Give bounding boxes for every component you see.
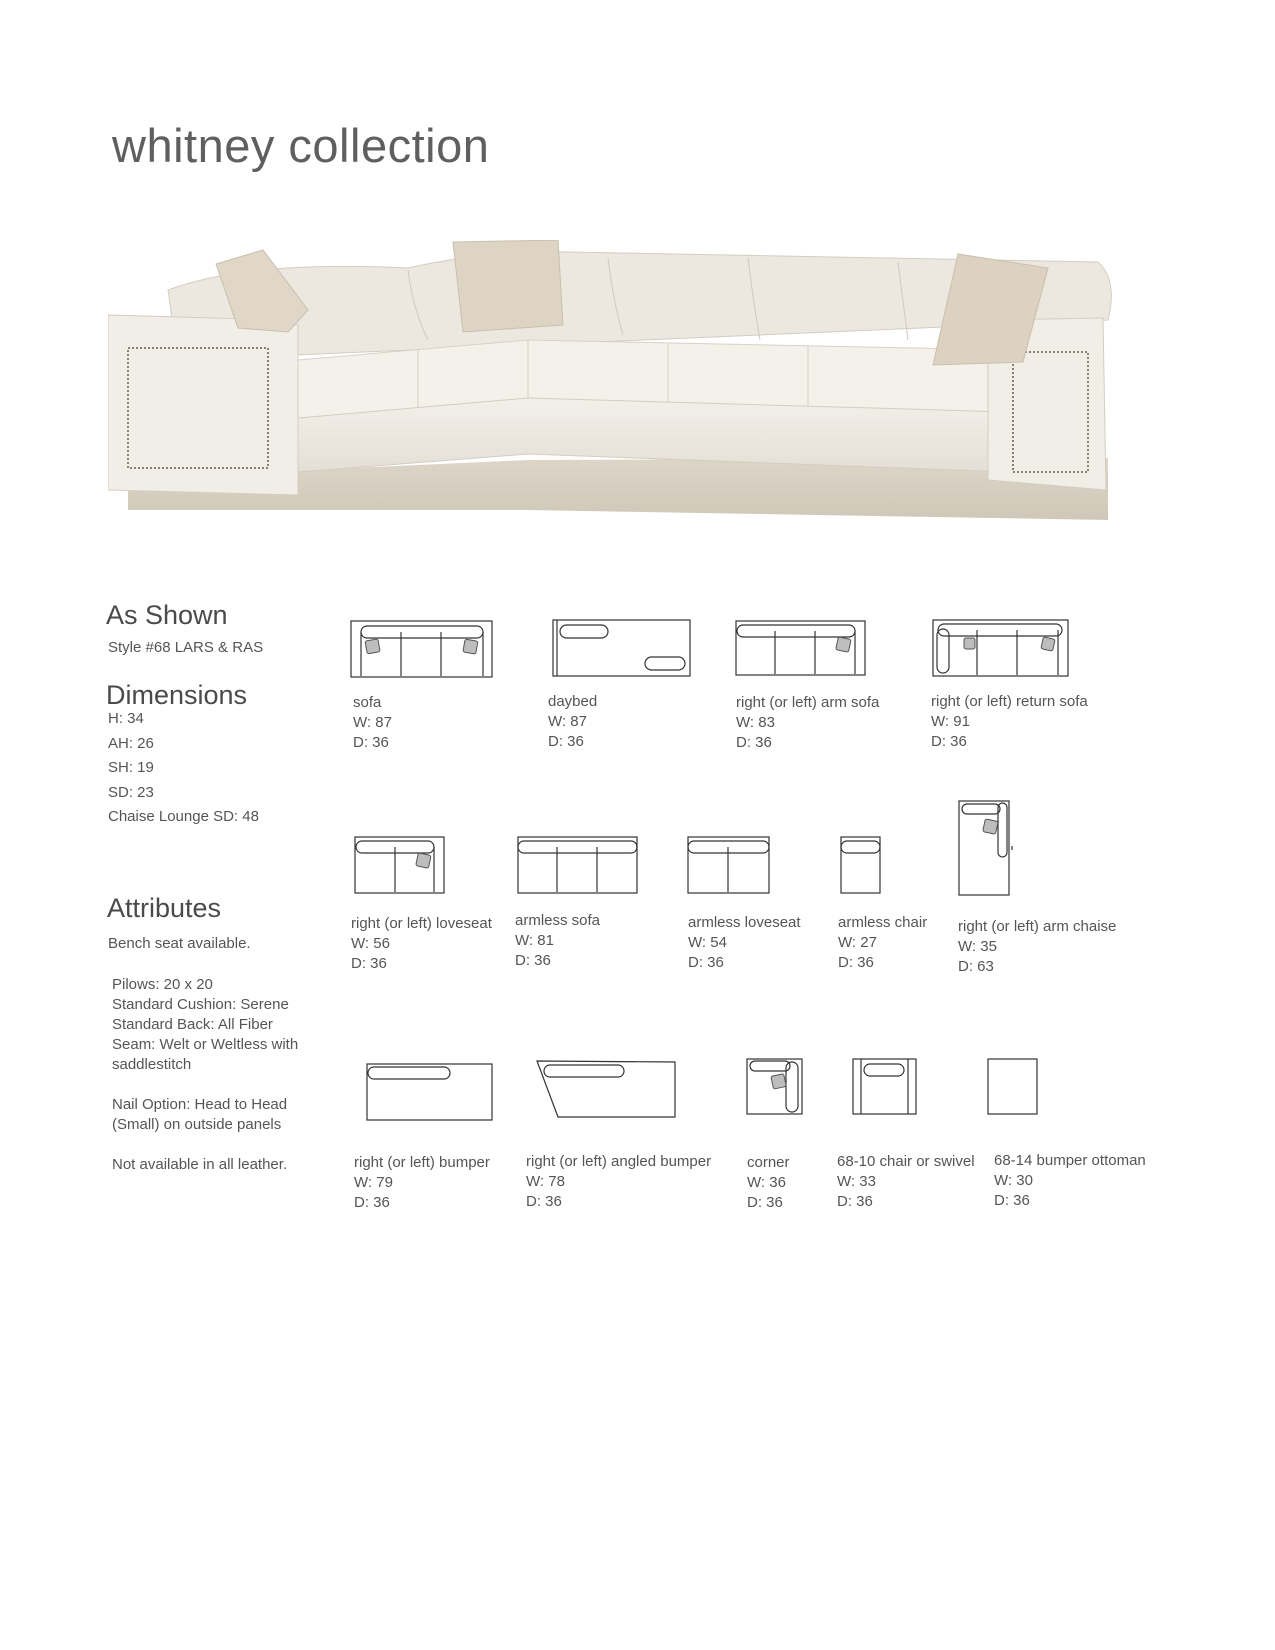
module-name: 68-10 chair or swivel [837,1153,975,1170]
module-width: W: 56 [351,935,390,952]
attr-line: Standard Cushion: Serene [112,996,289,1013]
module-depth: D: 36 [736,734,772,751]
dimension-item: AH: 26 [108,734,154,752]
attributes-body [112,975,312,1195]
as-shown-heading: As Shown [106,600,228,630]
chair-swivel-diagram [852,1058,918,1116]
module-name: right (or left) bumper [354,1154,490,1171]
module-name: 68-14 bumper ottoman [994,1152,1146,1169]
return-sofa-diagram [932,619,1070,677]
attribute-nail: Nail Option: Head to Head (Small) on outside panels [112,1096,288,1133]
as-shown-style: Style #68 LARS & RAS [108,639,264,656]
module-width: W: 91 [931,713,970,730]
module-width: W: 36 [747,1174,786,1191]
module-arm-sofa [736,693,879,753]
module-armless-chair [838,913,927,973]
module-name: right (or left) angled bumper [526,1153,712,1170]
module-depth: D: 36 [931,733,967,750]
module-width: W: 83 [736,714,775,731]
module-depth: D: 36 [526,1193,562,1210]
module-return-sofa [931,692,1088,752]
module-arm-chaise [958,917,1116,977]
arm-chaise-diagram [958,800,1014,897]
module-width: W: 35 [958,938,997,955]
attr-line: Standard Back: All Fiber [112,1016,273,1033]
module-width: W: 54 [688,934,727,951]
dimension-item: SD: 23 [108,783,154,801]
angled-bumper-diagram [536,1060,678,1120]
module-depth: D: 36 [353,734,389,751]
module-depth: D: 36 [354,1194,390,1211]
attribute-bench: Bench seat available. [108,935,251,952]
attribute-leather: Not available in all leather. [112,1156,288,1173]
module-name: armless sofa [515,912,601,929]
sofa-photo [108,240,1156,570]
dimension-item: H: 34 [108,710,144,727]
module-width: W: 79 [354,1174,393,1191]
loveseat-diagram [354,836,446,894]
module-name: daybed [548,693,598,710]
module-width: W: 30 [994,1172,1033,1189]
armless-sofa-diagram [517,836,639,894]
attr-line: Pilows: 20 x 20 [112,976,213,993]
module-depth: D: 36 [747,1194,783,1211]
module-name: right (or left) arm sofa [736,694,880,711]
dimensions-heading: Dimensions [106,680,248,710]
module-armless-loveseat [688,913,801,973]
module-bumper-ottoman [994,1151,1146,1211]
dimensions-list [108,707,259,830]
module-name: right (or left) return sofa [931,693,1088,710]
module-width: W: 33 [837,1173,876,1190]
module-width: W: 81 [515,932,554,949]
module-depth: D: 36 [838,954,874,971]
module-corner [747,1153,790,1213]
attributes-heading: Attributes [107,893,222,923]
dimension-item: Chaise Lounge SD: 48 [108,808,259,825]
module-width: W: 87 [548,713,587,730]
module-angled-bumper [526,1152,711,1212]
armless-chair-diagram [840,836,882,894]
attr-line: Seam: Welt or Weltless with saddlestitch [112,1036,299,1073]
module-name: right (or left) arm chaise [958,918,1117,935]
module-name: armless chair [838,914,928,931]
module-name: sofa [353,694,382,711]
module-depth: D: 36 [351,955,387,972]
module-depth: D: 36 [548,733,584,750]
armless-loveseat-diagram [687,836,771,894]
module-depth: D: 36 [688,954,724,971]
module-depth: D: 36 [515,952,551,969]
corner-diagram [746,1058,804,1116]
module-depth: D: 63 [958,958,994,975]
module-bumper [354,1153,490,1213]
module-name: right (or left) loveseat [351,915,492,932]
module-depth: D: 36 [994,1192,1030,1209]
module-chair-swivel [837,1152,975,1212]
module-armless-sofa [515,911,600,971]
module-width: W: 87 [353,714,392,731]
arm-sofa-diagram [735,620,867,676]
dimension-item: SH: 19 [108,759,154,776]
module-depth: D: 36 [837,1193,873,1210]
module-width: W: 27 [838,934,877,951]
attribute-specs [112,975,312,1075]
daybed-diagram [552,619,692,677]
module-name: armless loveseat [688,914,801,931]
module-loveseat [351,914,492,974]
sofa-diagram [350,620,494,678]
bumper-ottoman-diagram [987,1058,1039,1116]
module-daybed [548,692,597,752]
page-title: whitney collection [112,119,490,172]
module-sofa [353,693,392,753]
module-name: corner [747,1154,790,1171]
module-width: W: 78 [526,1173,565,1190]
bumper-diagram [366,1063,494,1121]
